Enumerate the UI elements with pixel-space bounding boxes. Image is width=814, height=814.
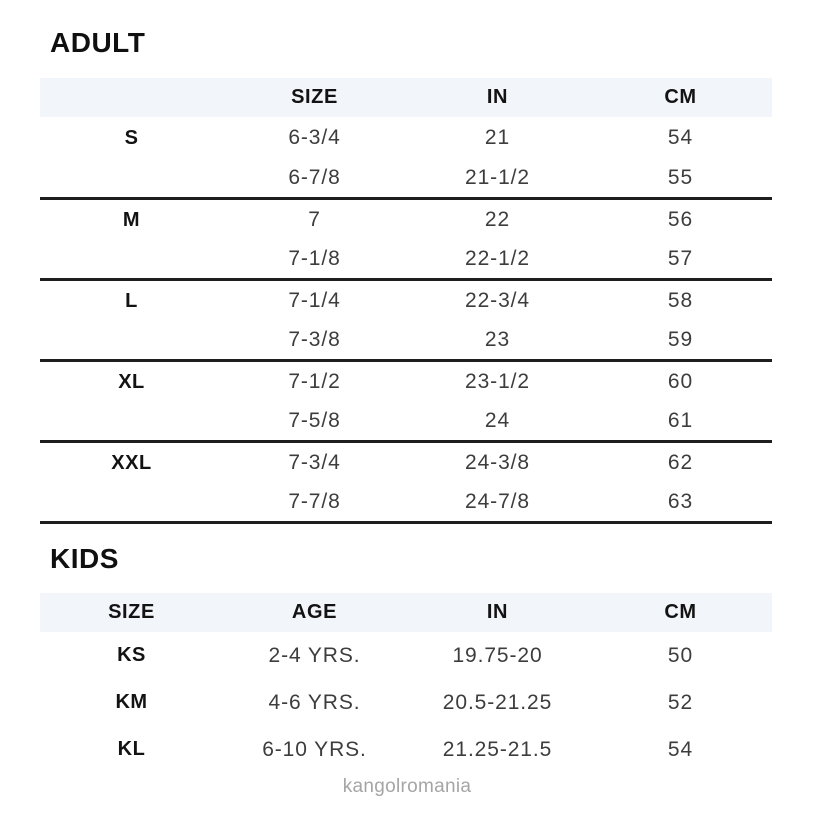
- age-cell: 2-4 YRS.: [268, 643, 361, 667]
- adult-header-row: [40, 78, 772, 117]
- size-cell: 7: [308, 208, 321, 232]
- table-row: [40, 726, 772, 773]
- kids-col-header-size: SIZE: [40, 593, 223, 632]
- in-cell: 22-1/2: [406, 240, 589, 279]
- cm-cell: 56: [667, 208, 694, 232]
- cm-cell: 54: [667, 126, 694, 150]
- in-cell: 20.5-21.25: [442, 690, 553, 714]
- kids-header-row: [40, 593, 772, 632]
- size-cell: 7-3/8: [223, 321, 406, 360]
- size-group-label: [40, 159, 223, 198]
- size-group-label: [40, 483, 223, 522]
- size-cell: 7-1/8: [223, 240, 406, 279]
- kids-size-label: KL: [117, 738, 146, 761]
- adult-section-title: ADULT: [50, 27, 146, 58]
- kids-size-label: KS: [117, 644, 146, 667]
- size-group-label: S: [124, 126, 139, 149]
- adult-col-header-cm: CM: [589, 78, 772, 117]
- age-cell: 6-10 YRS.: [262, 737, 367, 761]
- in-cell: 21.25-21.5: [442, 737, 553, 761]
- in-cell: 24-3/8: [465, 451, 530, 475]
- size-group-label: [40, 402, 223, 441]
- kids-size-table: [40, 593, 772, 773]
- cm-cell: 58: [667, 289, 694, 313]
- table-row: [40, 159, 772, 198]
- kids-col-header-age: AGE: [223, 593, 406, 632]
- size-group-label: [40, 321, 223, 360]
- cm-cell: 59: [589, 321, 772, 360]
- cm-cell: 60: [667, 370, 694, 394]
- kids-section-title: KIDS: [50, 542, 119, 574]
- table-row: [40, 632, 772, 679]
- cm-cell: 62: [667, 451, 694, 475]
- in-cell: 21: [484, 126, 511, 150]
- cm-cell: 61: [589, 402, 772, 441]
- in-cell: 21-1/2: [406, 159, 589, 198]
- table-row: [40, 679, 772, 726]
- cm-cell: 57: [589, 240, 772, 279]
- in-cell: 19.75-20: [452, 643, 543, 667]
- size-cell: 7-5/8: [223, 402, 406, 441]
- brand-watermark: kangolromania: [342, 776, 472, 798]
- table-row: [40, 240, 772, 279]
- size-group-label: M: [122, 208, 141, 231]
- size-group-label: L: [125, 289, 138, 312]
- table-row: [40, 360, 772, 402]
- table-row: [40, 279, 772, 321]
- kids-col-header-cm: CM: [589, 593, 772, 632]
- adult-col-header-in: IN: [406, 78, 589, 117]
- cm-cell: 52: [667, 690, 694, 714]
- size-cell: 6-3/4: [288, 126, 341, 150]
- adult-col-header-blank: [40, 78, 223, 117]
- age-cell: 4-6 YRS.: [268, 690, 361, 714]
- kids-size-label: KM: [115, 691, 148, 714]
- adult-col-header-size: SIZE: [223, 78, 406, 117]
- table-row: [40, 198, 772, 240]
- size-cell: 6-7/8: [223, 159, 406, 198]
- size-group-label: [40, 240, 223, 279]
- cm-cell: 54: [667, 737, 694, 761]
- size-cell: 7-3/4: [288, 451, 341, 475]
- cm-cell: 55: [589, 159, 772, 198]
- cm-cell: 63: [589, 483, 772, 522]
- table-row: [40, 117, 772, 159]
- table-row: [40, 483, 772, 522]
- table-row: [40, 402, 772, 441]
- size-cell: 7-1/4: [288, 289, 341, 313]
- cm-cell: 50: [667, 643, 694, 667]
- in-cell: 23: [406, 321, 589, 360]
- adult-size-table: [40, 78, 772, 524]
- in-cell: 22: [484, 208, 511, 232]
- kids-col-header-in: IN: [406, 593, 589, 632]
- in-cell: 23-1/2: [465, 370, 530, 394]
- size-cell: 7-1/2: [288, 370, 341, 394]
- in-cell: 24: [406, 402, 589, 441]
- size-group-label: XXL: [111, 451, 152, 474]
- table-row: [40, 321, 772, 360]
- size-cell: 7-7/8: [223, 483, 406, 522]
- in-cell: 22-3/4: [465, 289, 530, 313]
- in-cell: 24-7/8: [406, 483, 589, 522]
- table-row: [40, 441, 772, 483]
- size-group-label: XL: [118, 370, 145, 393]
